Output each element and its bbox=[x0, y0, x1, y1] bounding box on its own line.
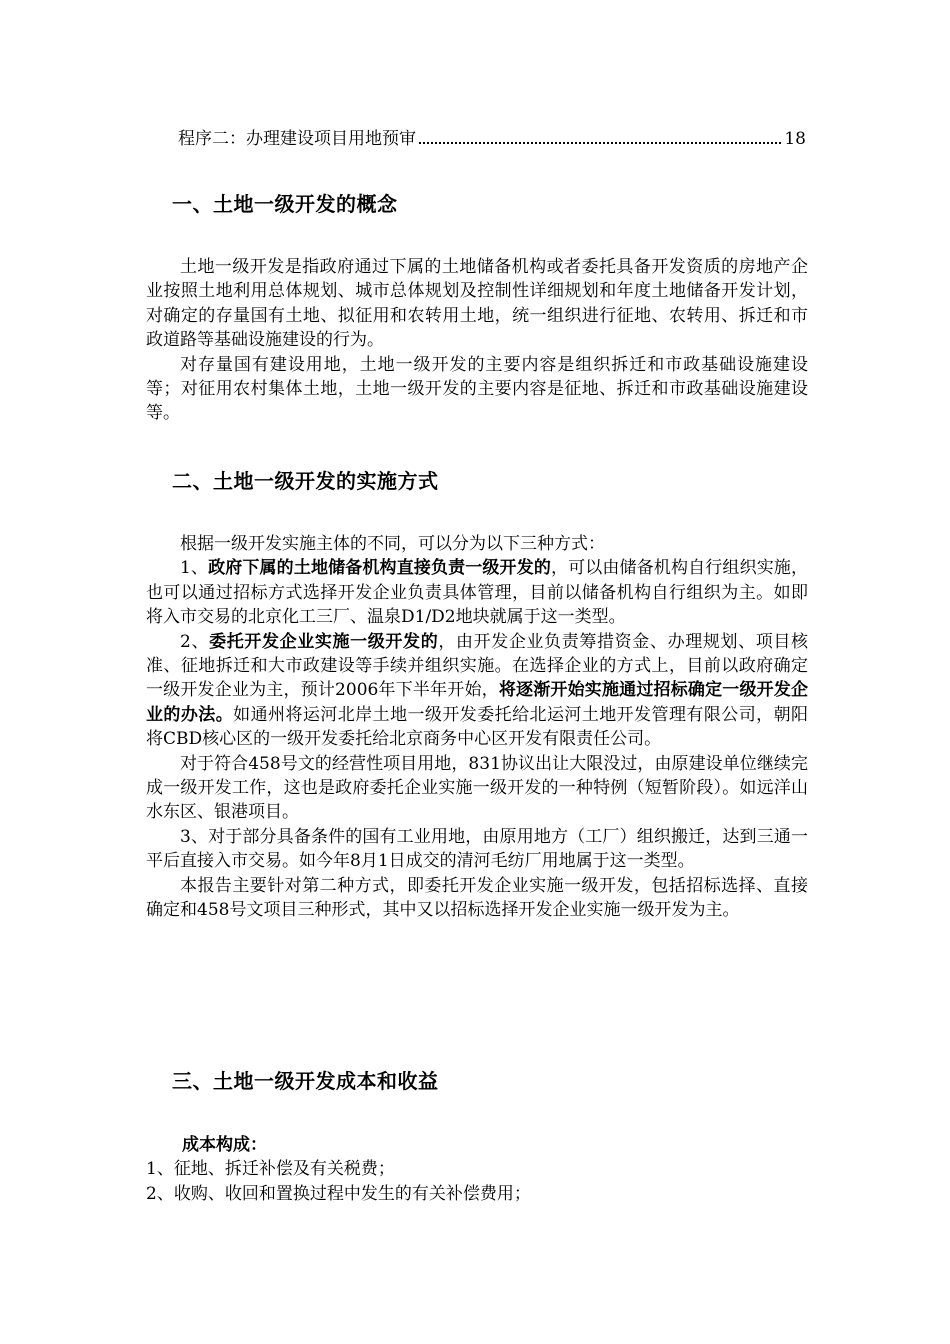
section-2-body bbox=[146, 532, 808, 923]
cost-composition-subheading: 成本构成： bbox=[182, 1135, 267, 1155]
toc-leader-dots bbox=[419, 142, 781, 144]
method-2-number: 2、 bbox=[180, 631, 210, 652]
method-2-paragraph bbox=[146, 630, 808, 752]
toc-label: 程序二：办理建设项目用地预审 bbox=[178, 129, 416, 149]
section-3-heading: 三、土地一级开发成本和收益 bbox=[172, 1069, 439, 1093]
cost-item-1: 1、征地、拆迁补偿及有关税费； bbox=[146, 1159, 395, 1180]
toc-page-number: 18 bbox=[784, 129, 806, 149]
section-1-paragraph-1: 土地一级开发是指政府通过下属的土地储备机构或者委托具备开发资质的房地产企业按照土地利用总体规划、城市总体规划及控制性详细规划和年度土地储备开发计划，对确定的存量国有土地、拟征用和农转用土地，统一组织进行征地、农转用、拆迁和市政道路等基础设施建设的行为。 bbox=[146, 257, 808, 351]
method-2-emphasis: 委托开发企业实施一级开发的 bbox=[209, 631, 439, 652]
toc-entry[interactable] bbox=[178, 127, 806, 151]
section-1-heading: 一、土地一级开发的概念 bbox=[172, 192, 398, 216]
section-2-summary: 本报告主要针对第二种方式，即委托开发企业实施一级开发，包括招标选择、直接确定和458号文项目三种形式，其中又以招标选择开发企业实施一级开发为主。 bbox=[146, 875, 808, 921]
section-3-body bbox=[146, 1133, 808, 1206]
doc-458-paragraph: 对于符合458号文的经营性项目用地，831协议出让大限没过，由原建设单位继续完成一级开发工作，这也是政府委托企业实施一级开发的一种特例（短暂阶段）。如远洋山水东区、银港项目。 bbox=[146, 753, 808, 823]
method-2-text: ，由开发企业负责筹措资金、办理规划、项目核准、征地拆迁和大市政建设等手续并组织实施。在选择企业的方式上，目前以政府确定一级开发企业为主，预计2006年下半年开始， bbox=[146, 631, 809, 701]
cost-item-2: 2、收购、收回和置换过程中发生的有关补偿费用； bbox=[146, 1183, 531, 1204]
section-2-intro: 根据一级开发实施主体的不同，可以分为以下三种方式： bbox=[180, 534, 605, 554]
section-1-paragraph-2: 对存量国有建设用地，土地一级开发的主要内容是组织拆迁和市政基础设施建设等；对征用农村集体土地，土地一级开发的主要内容是征地、拆迁和市政基础设施建设等。 bbox=[146, 354, 808, 424]
section-2-heading: 二、土地一级开发的实施方式 bbox=[172, 469, 439, 493]
method-1-paragraph bbox=[146, 556, 808, 629]
method-1-number: 1、 bbox=[180, 558, 209, 579]
method-2-text-2: 如通州将运河北岸土地一级开发委托给北运河土地开发管理有限公司，朝阳将CBD核心区的一级开发委托给北京商务中心区开发有限责任公司。 bbox=[146, 704, 809, 750]
method-2-emphasis-2: 将逐渐开始实施通过招标确定一级开发企业的办法。 bbox=[146, 680, 809, 725]
method-3-paragraph: 3、对于部分具备条件的国有工业用地，由原用地方（工厂）组织搬迁，达到三通一平后直接入市交易。如今年8月1日成交的清河毛纺厂用地属于这一类型。 bbox=[146, 826, 808, 872]
method-1-text: ，可以由储备机构自行组织实施，也可以通过招标方式选择开发企业负责具体管理，目前以储备机构自行组织为主。如即将入市交易的北京化工三厂、温泉D1/D2地块就属于这一类型。 bbox=[146, 558, 808, 628]
section-1-body bbox=[146, 255, 808, 426]
method-1-emphasis: 政府下属的土地储备机构直接负责一级开发的 bbox=[208, 558, 551, 579]
